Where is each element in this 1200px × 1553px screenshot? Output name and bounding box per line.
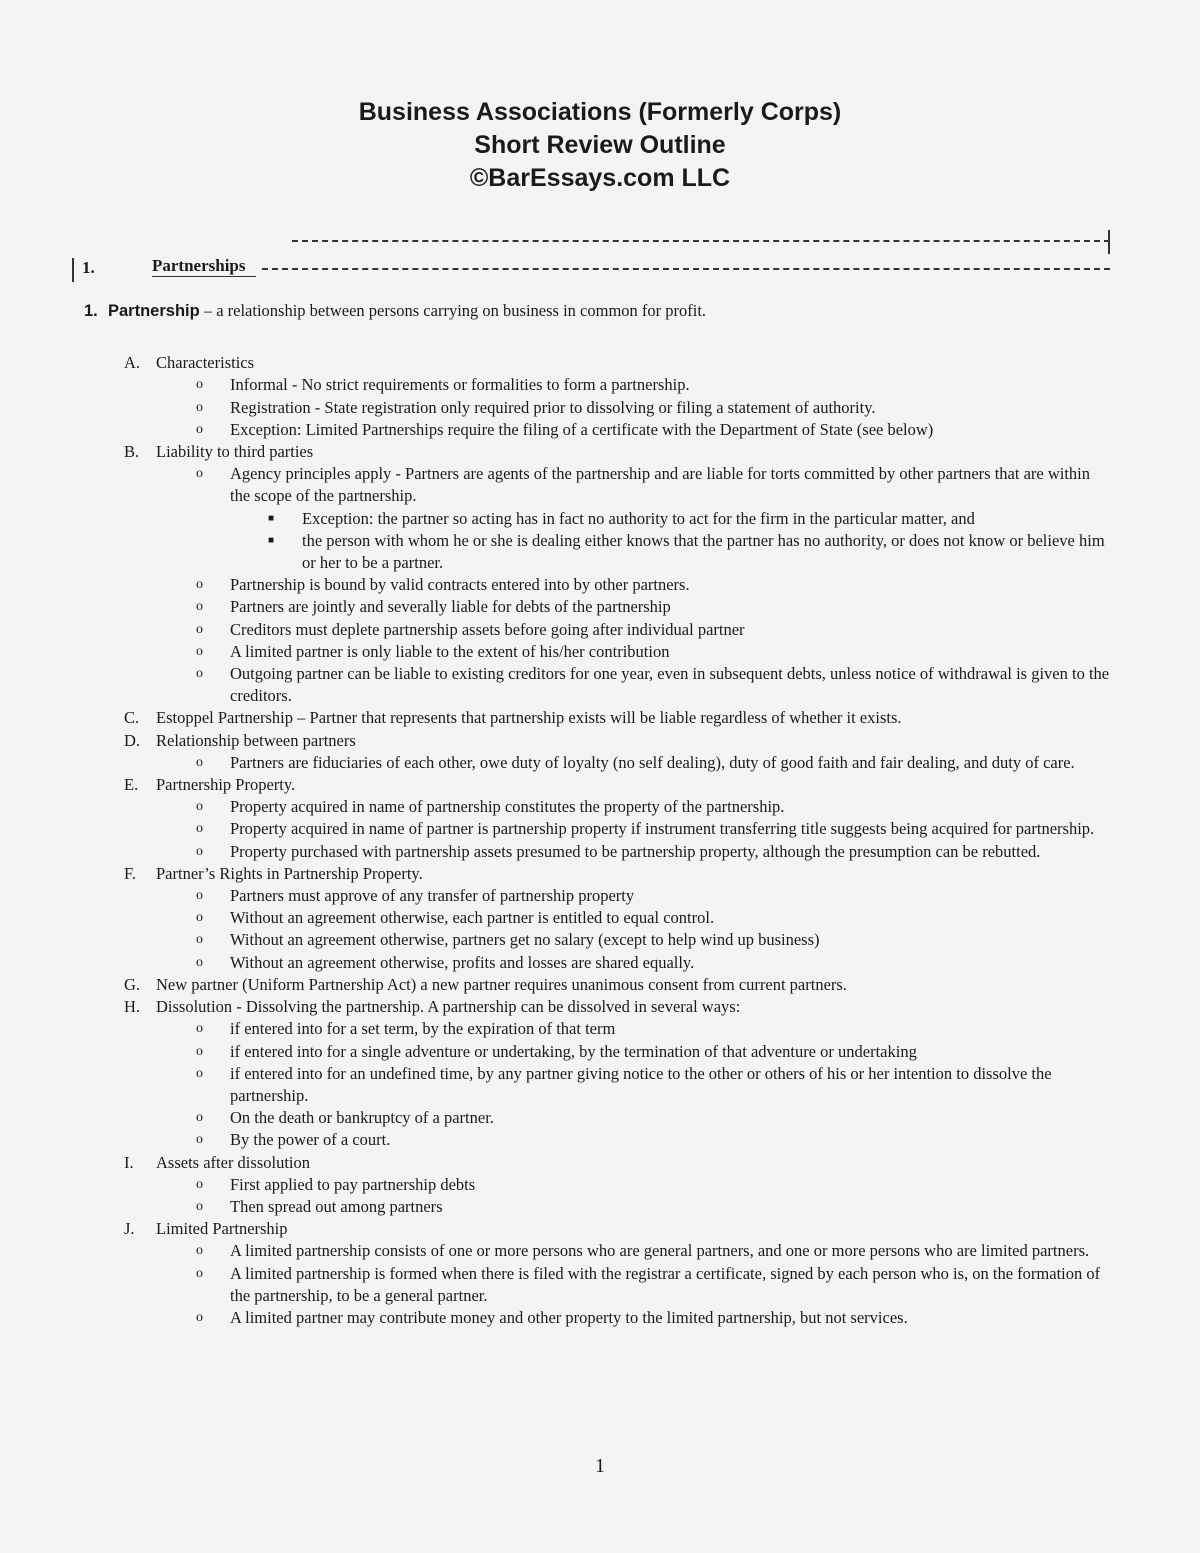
outline-item-title: Assets after dissolution xyxy=(156,1152,310,1172)
outline-bullet-text: Without an agreement otherwise, partners get no salary (except to help wind up business) xyxy=(230,930,820,950)
outline-item-title: Partner’s Rights in Partnership Property. xyxy=(156,863,423,883)
outline-item-title: Estoppel Partnership – Partner that represents that partnership exists will be liable regardless of whether it exists. xyxy=(156,708,902,728)
definition-paragraph xyxy=(0,300,1200,322)
outline-bullet xyxy=(0,841,1110,863)
copyright-line: ©BarEssays.com LLC xyxy=(469,164,731,192)
outline-item xyxy=(0,996,1110,1018)
section-number: 1. xyxy=(82,258,95,277)
bullet-icon: o xyxy=(196,1043,203,1059)
outline-bullet xyxy=(0,663,1110,707)
outline-bullet-text: Without an agreement otherwise, each partner is entitled to equal control. xyxy=(230,908,715,928)
outline-bullet xyxy=(0,1107,1110,1129)
bullet-icon: o xyxy=(196,910,203,926)
outline-bullet-text: A limited partner may contribute money and other property to the limited partnership, but not services. xyxy=(230,1307,908,1327)
outline-bullet xyxy=(0,374,1110,396)
outline-item-letter: G. xyxy=(124,974,141,994)
section-top-rule xyxy=(292,240,1110,242)
outline-item xyxy=(0,730,1110,752)
outline-bullet xyxy=(0,397,1110,419)
bullet-icon: o xyxy=(196,754,203,770)
outline-bullet-text: Creditors must deplete partnership assets before going after individual partner xyxy=(230,619,745,639)
outline-bullet xyxy=(0,952,1110,974)
outline-sub-bullet xyxy=(0,530,1110,574)
bullet-icon: o xyxy=(196,377,203,393)
outline-item xyxy=(0,974,1110,996)
bullet-icon: o xyxy=(196,1243,203,1259)
outline-sub-bullet-text: Exception: the partner so acting has in fact no authority to act for the firm in the particular matter, and xyxy=(302,508,975,528)
page-number: 1 xyxy=(595,1455,605,1477)
outline-item-title: Limited Partnership xyxy=(156,1219,288,1239)
bullet-icon: o xyxy=(196,821,203,837)
outline-bullet-text: By the power of a court. xyxy=(230,1130,391,1150)
outline-bullet xyxy=(0,929,1110,951)
bullet-icon: o xyxy=(196,666,203,682)
outline-bullet-text: Exception: Limited Partnerships require the filing of a certificate with the Department of State (see below) xyxy=(230,419,934,439)
bullet-icon: o xyxy=(196,888,203,904)
outline-bullet-text: Agency principles apply - Partners are agents of the partnership and are liable for torts committed by other partners that are within the scope of the partnership. xyxy=(230,464,1090,506)
outline-item-title: Dissolution - Dissolving the partnership. A partnership can be dissolved in several ways: xyxy=(156,997,741,1017)
outline-item-title: Liability to third parties xyxy=(156,442,314,462)
bullet-icon: o xyxy=(196,599,203,615)
outline-bullet xyxy=(0,641,1110,663)
outline-bullet-text: First applied to pay partnership debts xyxy=(230,1174,476,1194)
outline-bullet-text: Without an agreement otherwise, profits and losses are shared equally. xyxy=(230,952,695,972)
outline-item-letter: C. xyxy=(124,708,140,728)
outline-sub-bullet xyxy=(0,508,1110,530)
outline-item-title: Partnership Property. xyxy=(156,775,296,795)
outline-item-letter: D. xyxy=(124,730,141,750)
outline-bullet-text: A limited partnership is formed when there is filed with the registrar a certificate, signed by each person who is, on the formation of the partnership, to be a general partner. xyxy=(230,1263,1101,1305)
outline-bullet-text: Partners are fiduciaries of each other, owe duty of loyalty (no self dealing), duty of good faith and fair dealing, and duty of care. xyxy=(230,752,1075,772)
bullet-icon: o xyxy=(196,1176,203,1192)
outline-bullet xyxy=(0,596,1110,618)
outline-bullet-text: A limited partner is only liable to the extent of his/her contribution xyxy=(230,641,670,661)
outline-item xyxy=(0,352,1110,374)
outline-content xyxy=(0,300,1200,1329)
outline-bullet-text: Outgoing partner can be liable to existing creditors for one year, even in subsequent debts, unless notice of withdrawal is given to the creditors. xyxy=(230,664,1110,706)
outline-sub-bullet-text: the person with whom he or she is dealing either knows that the partner has no authority, or does not know or believe him or her to be a partner. xyxy=(302,530,1105,573)
outline-item xyxy=(0,1152,1110,1174)
section-left-rule xyxy=(72,258,74,282)
outline-item-letter: E. xyxy=(124,775,139,795)
outline-bullet xyxy=(0,1129,1110,1151)
definition-text: – a relationship between persons carrying on business in common for profit. xyxy=(199,301,707,320)
definition-term: Partnership xyxy=(108,302,200,320)
outline-item-title: Relationship between partners xyxy=(156,730,356,750)
bullet-icon: o xyxy=(196,1021,203,1037)
bullet-icon: o xyxy=(196,1132,203,1148)
outline-bullet-text: Then spread out among partners xyxy=(230,1196,443,1216)
bullet-icon: o xyxy=(196,1309,203,1325)
document-header xyxy=(0,96,1200,195)
outline-bullet xyxy=(0,1018,1110,1040)
outline-bullet xyxy=(0,1263,1110,1307)
outline-item-title: Characteristics xyxy=(156,353,255,373)
bullet-icon: o xyxy=(196,1110,203,1126)
outline-bullet xyxy=(0,752,1110,774)
outline-item xyxy=(0,707,1110,729)
outline-bullet xyxy=(0,574,1110,596)
bullet-icon: o xyxy=(196,643,203,659)
outline-bullet-text: Registration - State registration only required prior to dissolving or filing a statement of authority. xyxy=(230,397,876,417)
bullet-icon: o xyxy=(196,421,203,437)
outline-bullet-text: Partners are jointly and severally liable for debts of the partnership xyxy=(230,597,671,617)
bullet-icon: o xyxy=(196,954,203,970)
outline-bullet-text: Partners must approve of any transfer of partnership property xyxy=(230,886,635,906)
section-bottom-rule xyxy=(262,268,1110,270)
outline-bullet xyxy=(0,796,1110,818)
bullet-icon: o xyxy=(196,932,203,948)
square-bullet-icon: ■ xyxy=(268,512,275,524)
outline-item xyxy=(0,1218,1110,1240)
bullet-icon: o xyxy=(196,1265,203,1281)
definition-number: 1. xyxy=(84,302,98,320)
outline-bullet-text: if entered into for a set term, by the expiration of that term xyxy=(230,1019,616,1039)
outline-bullet xyxy=(0,818,1110,840)
outline-item xyxy=(0,863,1110,885)
outline-bullet xyxy=(0,885,1110,907)
outline-bullet xyxy=(0,619,1110,641)
outline-bullet xyxy=(0,463,1110,507)
outline-bullet-text: Informal - No strict requirements or formalities to form a partnership. xyxy=(230,375,690,395)
outline-item-title: New partner (Uniform Partnership Act) a new partner requires unanimous consent from current partners. xyxy=(156,974,847,994)
outline-bullet-text: Property acquired in name of partnership constitutes the property of the partnership. xyxy=(230,797,785,817)
outline-item xyxy=(0,774,1110,796)
outline-item-letter: J. xyxy=(124,1219,135,1239)
outline-bullet-text: Property purchased with partnership assets presumed to be partnership property, although the presumption can be rebutted. xyxy=(230,841,1041,861)
bullet-icon: o xyxy=(196,1198,203,1214)
bullet-icon: o xyxy=(196,1065,203,1081)
outline-item-letter: H. xyxy=(124,997,141,1017)
outline-bullet-text: if entered into for an undefined time, by any partner giving notice to the other or others of his or her intention to dissolve the partnership. xyxy=(230,1063,1052,1105)
section-right-rule xyxy=(1108,230,1110,254)
outline-list xyxy=(0,352,1200,1329)
bullet-icon: o xyxy=(196,621,203,637)
outline-bullet xyxy=(0,1240,1110,1262)
outline-bullet xyxy=(0,419,1110,441)
outline-bullet xyxy=(0,1307,1110,1329)
document-title: Business Associations (Formerly Corps) xyxy=(358,98,842,126)
bullet-icon: o xyxy=(196,799,203,815)
outline-bullet xyxy=(0,1196,1110,1218)
outline-bullet-text: if entered into for a single adventure or undertaking, by the termination of that adventure or undertaking xyxy=(230,1041,917,1061)
bullet-icon: o xyxy=(196,577,203,593)
outline-bullet-text: Partnership is bound by valid contracts entered into by other partners. xyxy=(230,575,690,595)
bullet-icon: o xyxy=(196,843,203,859)
outline-bullet-text: A limited partnership consists of one or more persons who are general partners, and one or more persons who are limited partners. xyxy=(230,1241,1090,1261)
section-title: Partnerships xyxy=(152,256,256,277)
outline-bullet xyxy=(0,1063,1110,1107)
outline-item-letter: B. xyxy=(124,442,140,462)
outline-bullet xyxy=(0,1041,1110,1063)
outline-item-letter: F. xyxy=(124,863,136,883)
outline-item-letter: I. xyxy=(124,1152,134,1172)
outline-bullet xyxy=(0,1174,1110,1196)
outline-item xyxy=(0,441,1110,463)
outline-bullet xyxy=(0,907,1110,929)
section-header-box xyxy=(72,228,1110,282)
square-bullet-icon: ■ xyxy=(268,534,275,546)
bullet-icon: o xyxy=(196,466,203,482)
outline-bullet-text: On the death or bankruptcy of a partner. xyxy=(230,1108,494,1128)
bullet-icon: o xyxy=(196,399,203,415)
outline-bullet-text: Property acquired in name of partner is partnership property if instrument transferring title suggests being acquired for partnership. xyxy=(230,819,1095,839)
document-subtitle: Short Review Outline xyxy=(474,131,726,159)
outline-item-letter: A. xyxy=(124,353,141,373)
